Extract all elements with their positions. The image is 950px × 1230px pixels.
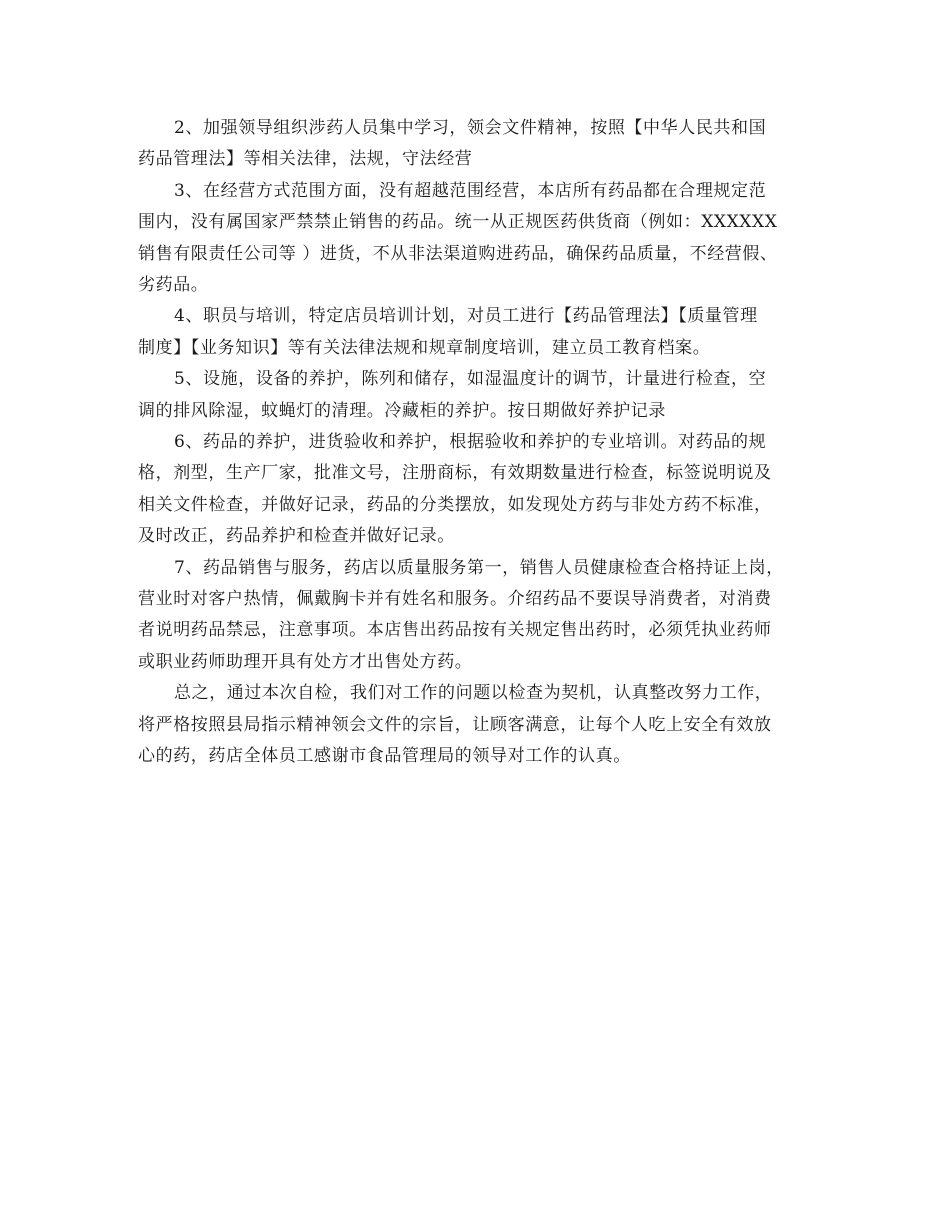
text-line: 7、药品销售与服务，药店以质量服务第一，销售人员健康检查合格持证上岗， <box>174 558 784 578</box>
text-line: 及时改正，药品养护和检查并做好记录。 <box>138 526 455 546</box>
text-line: 劣药品。 <box>138 275 209 295</box>
text-line: 或职业药师助理开具有处方才出售处方药。 <box>138 652 473 672</box>
text-line: 将严格按照县局指示精神领会文件的宗旨，让顾客满意，让每个人吃上安全有效放 <box>138 715 772 735</box>
text-line: 格，剂型，生产厂家，批准文号，注册商标，有效期数量进行检查，标签说明说及 <box>138 463 772 483</box>
text-line: 营业时对客户热情，佩戴胸卡并有姓名和服务。介绍药品不要误导消费者，对消费 <box>138 589 772 609</box>
text-line: 5、设施，设备的养护，陈列和储存，如湿温度计的调节，计量进行检查，空 <box>174 369 767 389</box>
text-line: 调的排风除湿，蚊蝇灯的清理。冷藏柜的养护。按日期做好养护记录 <box>138 401 666 421</box>
text-line: 心的药，药店全体员工感谢市食品管理局的领导对工作的认真。 <box>138 746 631 766</box>
text-line: 4、职员与培训，特定店员培训计划，对员工进行【药品管理法】【质量管理 <box>174 306 758 326</box>
text-line: 者说明药品禁忌，注意事项。本店售出药品按有关规定售出药时，必须凭执业药师 <box>138 620 772 640</box>
text-line: 6、药品的养护，进货验收和养护，根据验收和养护的专业培训。对药品的规 <box>174 432 767 452</box>
text-line: 相关文件检查，并做好记录，药品的分类摆放，如发现处方药与非处方药不标准， <box>138 495 772 515</box>
text-line: 制度】【业务知识】等有关法律法规和规章制度培训，建立员工教育档案。 <box>138 338 711 358</box>
text-line: 药品管理法】等相关法律，法规，守法经营 <box>138 149 473 169</box>
text-line: 围内，没有属国家严禁禁止销售的药品。统一从正规医药供货商（例如：XXXXXX <box>138 212 778 232</box>
text-line: 销售有限责任公司等 ）进货，不从非法渠道购进药品，确保药品质量，不经营假、 <box>138 244 778 264</box>
text-line: 2、加强领导组织涉药人员集中学习，领会文件精神，按照【中华人民共和国 <box>174 118 767 138</box>
text-line: 3、在经营方式范围方面，没有超越范围经营，本店所有药品都在合理规定范 <box>174 181 767 201</box>
text-line: 总之，通过本次自检，我们对工作的问题以检查为契机，认真整改努力工作， <box>174 683 773 703</box>
